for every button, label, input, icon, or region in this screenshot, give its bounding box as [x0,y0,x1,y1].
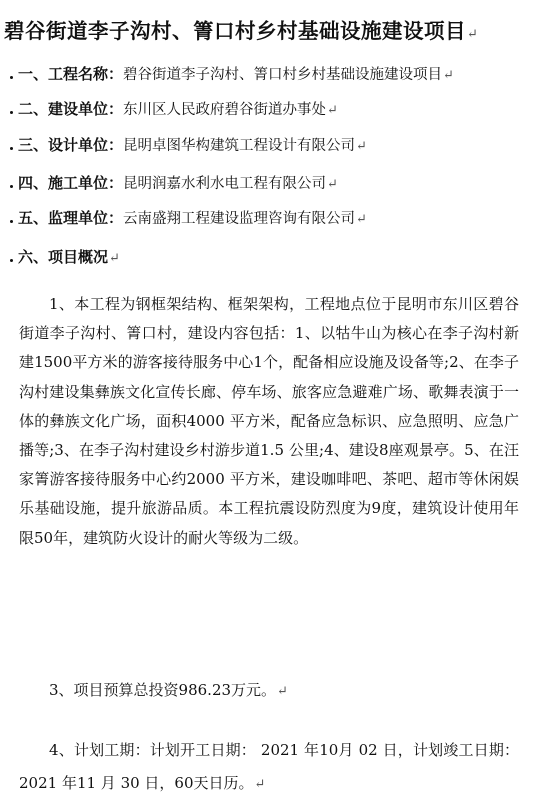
paragraph-mark: ↵ [277,684,288,699]
field-value: 碧谷街道李子沟村、箐口村乡村基础设施建设项目 [123,67,443,83]
field-builder-unit [10,172,338,193]
field-label: 二、建设单位： [18,100,124,118]
field-label: 六、项目概况 [18,248,109,266]
overview-paragraph-scope [19,290,519,553]
overview-paragraph-budget [19,676,519,706]
bullet-dot [10,147,13,150]
paragraph-text: 3、项目预算总投资986.23万元。 [49,681,277,699]
paragraph-mark: ↵ [467,27,479,42]
field-label: 四、施工单位： [18,174,124,192]
field-project-overview [10,246,120,267]
field-construction-unit [10,98,338,119]
bullet-dot [10,76,13,79]
overview-paragraph-schedule [19,734,519,801]
bullet-dot [10,185,13,188]
paragraph-text: 4、计划工期：计划开工日期： 2021 年10月 02 日，计划竣工日期： 2021 年11 月 30 日，60天日历。 [19,741,519,792]
field-design-unit [10,134,367,155]
field-label: 三、设计单位： [18,136,124,154]
paragraph-mark: ↵ [109,251,120,266]
paragraph-mark: ↵ [327,177,338,192]
bullet-dot [10,111,13,114]
field-value: 昆明润嘉水利水电工程有限公司 [123,176,327,192]
field-value: 昆明卓图华构建筑工程设计有限公司 [123,138,356,154]
field-value: 云南盛翔工程建设监理咨询有限公司 [123,211,356,227]
bullet-dot [10,259,13,262]
field-project-name [10,63,454,84]
paragraph-mark: ↵ [443,68,454,83]
paragraph-text: 1、本工程为钢框架结构、框架架构，工程地点位于昆明市东川区碧谷街道李子沟村、箐口村，建设内容包括：1、以牯牛山为核心在李子沟村新建1500平方米的游客接待服务中心1个，配备相应设施及设备等;2、在李子沟村建设集彝族文化宣传长廊、停车场、旅客应急避难广场、歌舞表演于一体的彝族文化广场，面积4000 平方米，配备应急标识、应急照明、应急广播等;3、在李子沟村建设乡村游步道1.5 公里;4、建设8座观景亭。5、在汪家箐游客接待服务中心约2000 平方米，建设咖啡吧、茶吧、超市等休闲娱乐基础设施，提升旅游品质。本工程抗震设防烈度为9度，建筑设计使用年限50年，建筑防火设计的耐火等级为二级。 [19,295,519,547]
paragraph-mark: ↵ [254,777,266,792]
bullet-dot [10,220,13,223]
field-label: 一、工程名称： [18,65,124,83]
document-title [4,14,478,44]
title-text: 碧谷街道李子沟村、箐口村乡村基础设施建设项目 [4,19,466,43]
field-value: 东川区人民政府碧谷街道办事处 [123,102,327,118]
paragraph-mark: ↵ [327,103,338,118]
paragraph-mark: ↵ [356,139,367,154]
field-label: 五、监理单位： [18,209,124,227]
paragraph-mark: ↵ [356,212,367,227]
field-supervision-unit [10,207,367,228]
